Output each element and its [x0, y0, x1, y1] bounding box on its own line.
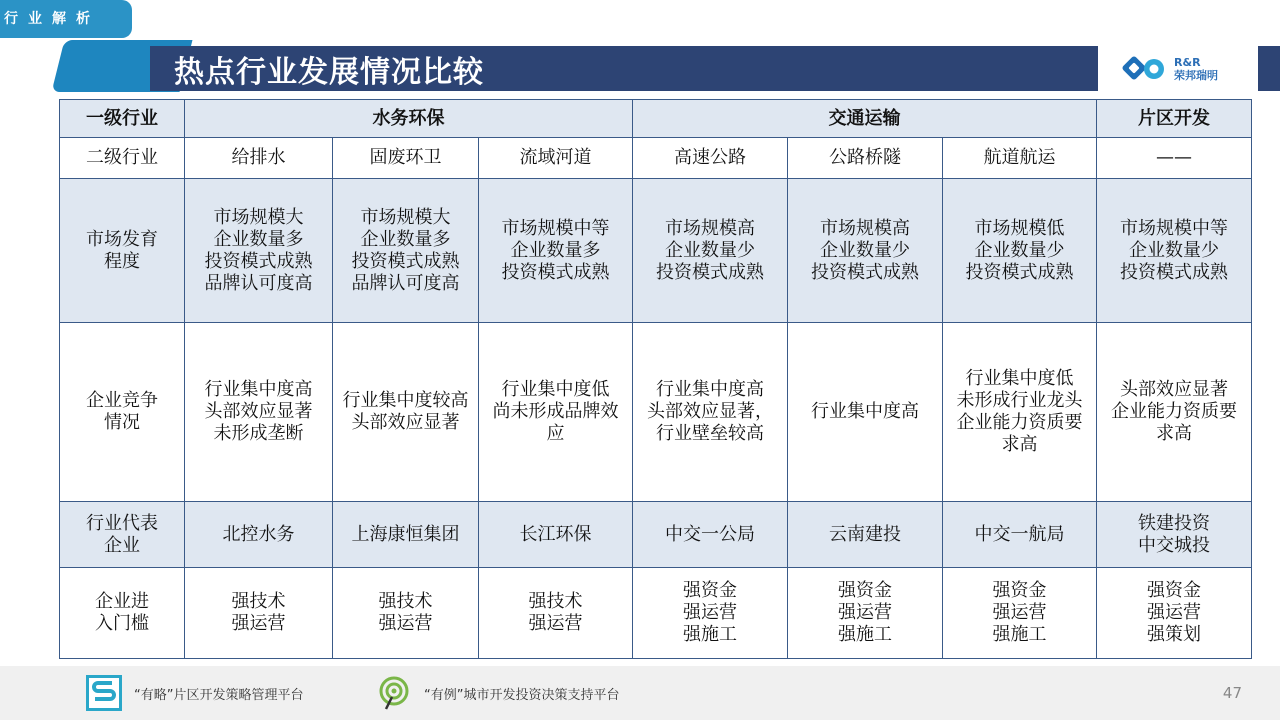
table-cell: 行业集中度低 未形成行业龙头 企业能力资质要 求高 [943, 323, 1097, 502]
table-row [60, 568, 1252, 659]
table-cell: 北控水务 [185, 502, 333, 568]
table-cell: 公路桥隧 [788, 138, 943, 179]
logo-line1: R&R [1174, 55, 1201, 69]
row-label: 企业竞争 情况 [60, 323, 185, 502]
industry-comparison-table [59, 99, 1252, 659]
table-cell: 给排水 [185, 138, 333, 179]
table-cell: 上海康恒集团 [333, 502, 479, 568]
table-cell: 长江环保 [479, 502, 633, 568]
table-cell: 铁建投资 中交城投 [1097, 502, 1252, 568]
table-cell: 固废环卫 [333, 138, 479, 179]
logo-icon [1122, 54, 1168, 84]
table-cell: 市场规模中等 企业数量多 投资模式成熟 [479, 179, 633, 323]
footer-platform-youli[interactable] [376, 666, 619, 720]
table-cell: 行业集中度高 头部效应显著 未形成垄断 [185, 323, 333, 502]
table-cell: 强技术 强运营 [479, 568, 633, 659]
table-cell: —— [1097, 138, 1252, 179]
header-cell: 水务环保 [185, 100, 633, 138]
company-logo [1100, 46, 1280, 91]
table-cell: 流域河道 [479, 138, 633, 179]
footer-platform-label-2: “有例”城市开发投资决策支持平台 [424, 687, 620, 703]
page-number: 47 [1222, 684, 1242, 702]
table-cell: 市场规模大 企业数量多 投资模式成熟 品牌认可度高 [185, 179, 333, 323]
table-cell: 中交一航局 [943, 502, 1097, 568]
footer [0, 666, 1280, 720]
table-cell: 行业集中度高 头部效应显著， 行业壁垒较高 [633, 323, 788, 502]
row-label: 二级行业 [60, 138, 185, 179]
footer-platform-label-1: “有略”片区开发策略管理平台 [134, 687, 304, 703]
table-row [60, 179, 1252, 323]
table-cell: 强资金 强运营 强策划 [1097, 568, 1252, 659]
table-cell: 市场规模大 企业数量多 投资模式成熟 品牌认可度高 [333, 179, 479, 323]
table-cell: 航道航运 [943, 138, 1097, 179]
title-bar [150, 46, 1098, 91]
table-row [60, 138, 1252, 179]
row-label: 行业代表 企业 [60, 502, 185, 568]
table-row [60, 502, 1252, 568]
section-tag: 行业解析 [0, 0, 132, 38]
table-cell: 头部效应显著 企业能力资质要 求高 [1097, 323, 1252, 502]
table-cell: 市场规模低 企业数量少 投资模式成熟 [943, 179, 1097, 323]
footer-platform-youlue[interactable] [86, 666, 303, 720]
table-cell: 市场规模中等 企业数量少 投资模式成熟 [1097, 179, 1252, 323]
header-cell: 片区开发 [1097, 100, 1252, 138]
row-label: 企业进 入门槛 [60, 568, 185, 659]
logo-text [1174, 56, 1218, 82]
table-cell: 市场规模高 企业数量少 投资模式成熟 [788, 179, 943, 323]
page-title: 热点行业发展情况比较 [174, 54, 484, 90]
table-cell: 中交一公局 [633, 502, 788, 568]
row-label: 市场发育 程度 [60, 179, 185, 323]
table-header-row [60, 100, 1252, 138]
table-cell: 强资金 强运营 强施工 [943, 568, 1097, 659]
table-cell: 市场规模高 企业数量少 投资模式成熟 [633, 179, 788, 323]
header-cell: 一级行业 [60, 100, 185, 138]
header-cell: 交通运输 [633, 100, 1097, 138]
table-row [60, 323, 1252, 502]
table-cell: 云南建投 [788, 502, 943, 568]
logo-line2: 荣邦瑞明 [1174, 68, 1218, 82]
table-cell: 行业集中度较高 头部效应显著 [333, 323, 479, 502]
table-cell: 行业集中度低 尚未形成品牌效 应 [479, 323, 633, 502]
table-cell: 行业集中度高 [788, 323, 943, 502]
youlue-logo-icon [86, 675, 122, 711]
table-cell: 强技术 强运营 [185, 568, 333, 659]
table-cell: 高速公路 [633, 138, 788, 179]
table-cell: 强资金 强运营 强施工 [633, 568, 788, 659]
youli-logo-icon [376, 675, 412, 711]
table-cell: 强技术 强运营 [333, 568, 479, 659]
table-cell: 强资金 强运营 强施工 [788, 568, 943, 659]
